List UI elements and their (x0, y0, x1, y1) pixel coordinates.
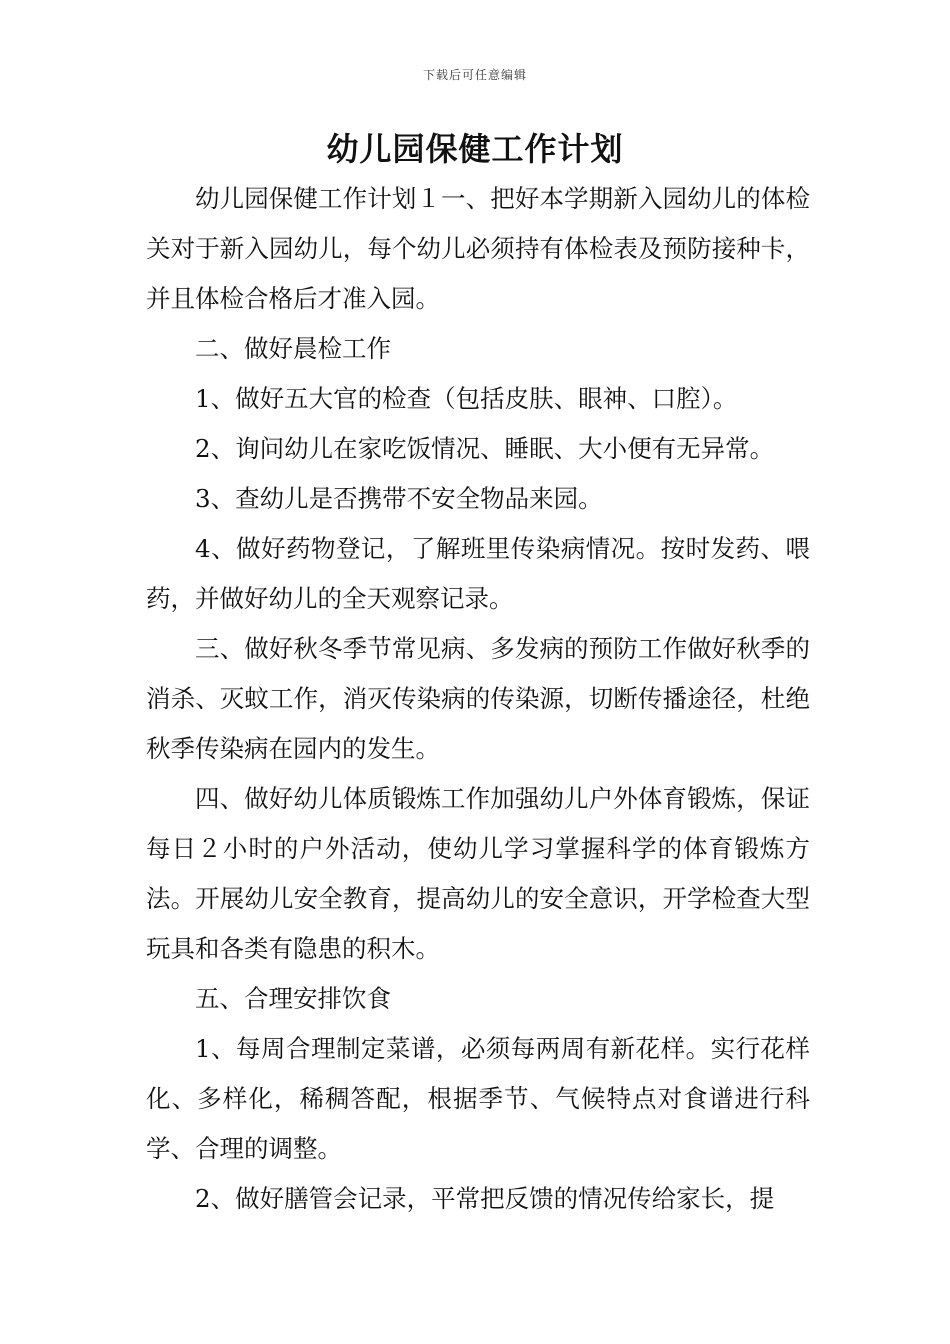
document-body (146, 174, 810, 1224)
list-item: 4、做好药物登记，了解班里传染病情况。按时发药、喂药，并做好幼儿的全天观察记录。 (146, 534, 810, 613)
paragraph: 三、做好秋冬季节常见病、多发病的预防工作做好秋季的消杀、灭蚊工作，消灭传染病的传染源，切断传播途径，杜绝秋季传染病在园内的发生。 (146, 634, 810, 763)
paragraph: 四、做好幼儿体质锻炼工作加强幼儿户外体育锻炼，保证每日２小时的户外活动，使幼儿学习掌握科学的体育锻炼方法。开展幼儿安全教育，提高幼儿的安全意识，开学检查大型玩具和各类有隐患的积木。 (146, 784, 810, 963)
document-title: 幼儿园保健工作计划 (326, 130, 624, 168)
header-note: 下载后可任意编辑 (422, 68, 527, 82)
section-heading: 五、合理安排饮食 (195, 984, 391, 1013)
section-heading: 二、做好晨检工作 (195, 334, 391, 363)
list-item: 2、询问幼儿在家吃饭情况、睡眠、大小便有无异常。 (195, 434, 775, 463)
list-item: 2、做好膳管会记录，平常把反馈的情况传给家长，提 (195, 1184, 775, 1213)
paragraph: 幼儿园保健工作计划１一、把好本学期新入园幼儿的体检关对于新入园幼儿，每个幼儿必须持有体检表及预防接种卡，并且体检合格后才准入园。 (146, 184, 810, 313)
list-item: 3、查幼儿是否携带不安全物品来园。 (195, 484, 603, 513)
list-item: 1、每周合理制定菜谱，必须每两周有新花样。实行花样化、多样化，稀稠答配，根据季节、气候特点对食谱进行科学、合理的调整。 (146, 1034, 810, 1163)
list-item: 1、做好五大官的检查（包括皮肤、眼神、口腔）。 (195, 384, 738, 413)
